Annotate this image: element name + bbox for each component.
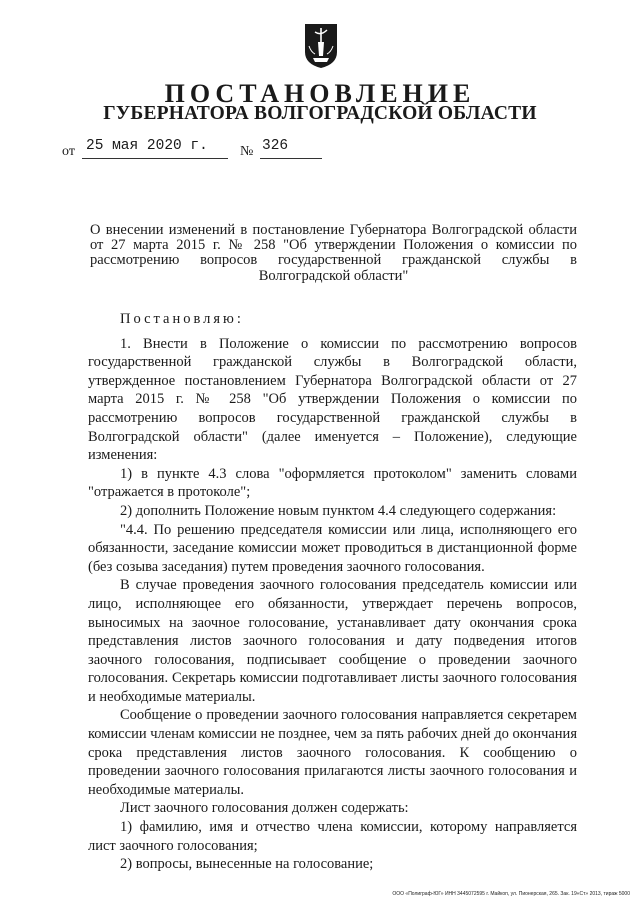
document-body [88,310,577,874]
intro-text: Постановляю: [120,311,244,327]
printer-footer: ООО «Полиграф-ЮГ» ИНН 3445072595 г. Майкоп, ул. Пионерская, 265. Зак. 19«Ст» 2013, тираж 5000 [392,891,630,897]
number-underline [260,158,322,159]
date-label: от [62,144,75,159]
document-subtitle: ГУБЕРНАТОРА ВОЛГОГРАДСКОЙ ОБЛАСТИ [103,103,537,124]
body-paragraph: Сообщение о проведении заочного голосования направляется секретарем комиссии членам комиссии не позднее, чем за пять рабочих дней до окончания срока представления листов заочного голосования. К сообщению о проведении заочного голосования прилагаются листы заочного голосования и необходимые материалы. [88,707,577,798]
body-paragraph: В случае проведения заочного голосования председатель комиссии или лицо, исполняющее его обязанности, утверждает перечень вопросов, выносимых на заочное голосование, устанавливает дату окончания срока представления листов заочного голосования и дату подведения итогов заочного голосования, подписывает сообщение о проведении заочного голосования. Секретарь комиссии подготавливает листы заочного голосования и необходимые материалы. [88,577,577,705]
body-paragraph: Лист заочного голосования должен содержать: [120,800,409,817]
document-subject: О внесении изменений в постановление Губернатора Волгоградской области от 27 марта 2015 г. № 258 "Об утверждении Положения о комиссии по рассмотрению вопросов государственной гражданской службы в Волгоградской области" [90,222,577,284]
body-paragraph: 1) фамилию, имя и отчество члена комиссии, которому направляется лист заочного голосования; [88,819,577,854]
volgograd-emblem-icon [303,22,339,70]
body-paragraph: 2) вопросы, вынесенные на голосование; [120,856,374,873]
date-underline [82,158,228,159]
body-paragraph: 2) дополнить Положение новым пунктом 4.4 следующего содержания: [120,502,557,519]
body-paragraph: 1) в пункте 4.3 слова "оформляется протоколом" заменить словами "отражается в протоколе"; [88,465,577,501]
date-value: 25 мая 2020 г. [86,138,208,154]
document-title: ПОСТАНОВЛЕНИЕ [164,79,476,108]
document-requisites [62,138,362,161]
body-paragraph: 1. Внести в Положение о комиссии по рассмотрению вопросов государственной гражданской службы в Волгоградской области, утвержденное постановлением Губернатора Волгоградской области от 27 марта 2015 г. № 258 "Об утверждении Положения о комиссии по рассмотрению вопросов государственной гражданской службы в Волгоградской области" (далее именуется – Положение), следующие изменения: [88,335,577,464]
number-value: 326 [262,138,289,154]
body-paragraph: "4.4. По решению председателя комиссии или лица, исполняющего его обязанности, заседание комиссии может проводиться в дистанционной форме (без созыва заседания) путем проведения заочного голосования. [88,521,577,575]
number-label: № [240,144,254,159]
